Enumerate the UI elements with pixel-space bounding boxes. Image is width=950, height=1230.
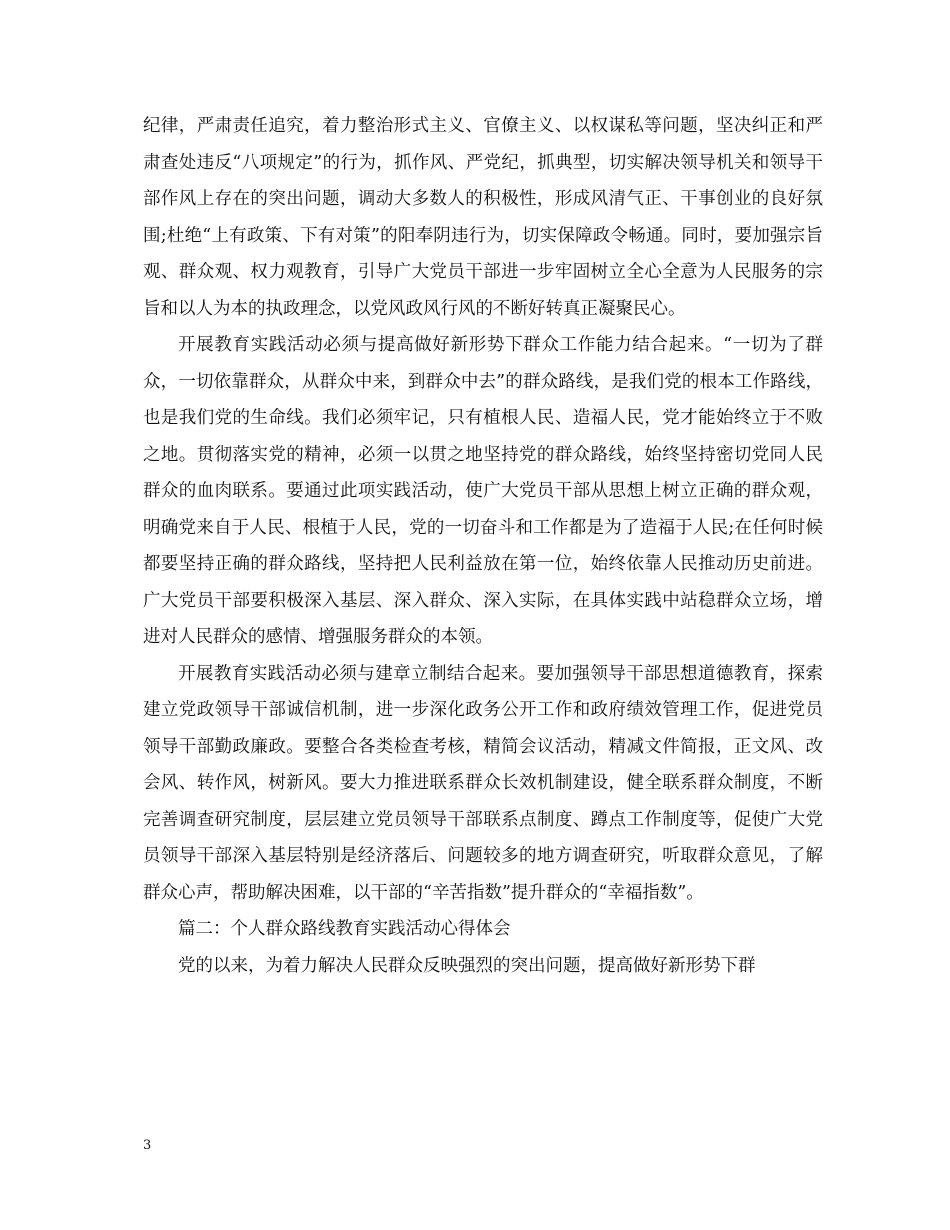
paragraph-institution-building: 开展教育实践活动必须与建章立制结合起来。要加强领导干部思想道德教育，探索建立党政领导干部诚信机制，进一步深化政务公开工作和政府绩效管理工作，促进党员领导干部勤政廉政。要整合各类检查考核，精简会议活动，精减文件简报，正文风、改会风、转作风，树新风。要大力推进联系群众长效机制建设，健全联系群众制度，不断完善调查研究制度，层层建立党员领导干部联系点制度、蹲点工作制度等，促使广大党员领导干部深入基层特别是经济落后、问题较多的地方调查研究，听取群众意见，了解群众心声，帮助解决困难，以干部的“辛苦指数”提升群众的“幸福指数”。 <box>143 663 823 903</box>
page-number: 3 <box>143 1138 152 1153</box>
section-heading: 篇二：个人群众路线教育实践活动心得体会 <box>178 919 511 939</box>
document-body <box>143 108 823 984</box>
paragraph-discipline: 纪律，严肃责任追究，着力整治形式主义、官僚主义、以权谋私等问题，坚决纠正和严肃查处违反“八项规定”的行为，抓作风、严党纪，抓典型，切实解决领导机关和领导干部作风上存在的突出问题，调动大多数人的积极性，形成风清气正、干事创业的良好氛围;杜绝“上有政策、下有对策”的阳奉阴违行为，切实保障政令畅通。同时，要加强宗旨观、群众观、权力观教育，引导广大党员干部进一步牢固树立全心全意为人民服务的宗旨和以人为本的执政理念，以党风政风行风的不断好转真正凝聚民心。 <box>143 116 823 319</box>
paragraph-mass-work: 开展教育实践活动必须与提高做好新形势下群众工作能力结合起来。“一切为了群众，一切依靠群众，从群众中来，到群众中去”的群众路线，是我们党的根本工作路线，也是我们党的生命线。我们必须牢记，只有植根人民、造福人民，党才能始终立于不败之地。贯彻落实党的精神，必须一以贯之地坚持党的群众路线，始终坚持密切党同人民群众的血肉联系。要通过此项实践活动，使广大党员干部从思想上树立正确的群众观，明确党来自于人民、根植于人民，党的一切奋斗和工作都是为了造福于人民;在任何时候都要坚持正确的群众路线，坚持把人民利益放在第一位，始终依靠人民推动历史前进。广大党员干部要积极深入基层、深入群众、深入实际，在具体实践中站稳群众立场，增进对人民群众的感情、增强服务群众的本领。 <box>143 335 823 647</box>
paragraph-section-two-start: 党的以来，为着力解决人民群众反映强烈的突出问题，提高做好新形势下群 <box>178 955 756 976</box>
